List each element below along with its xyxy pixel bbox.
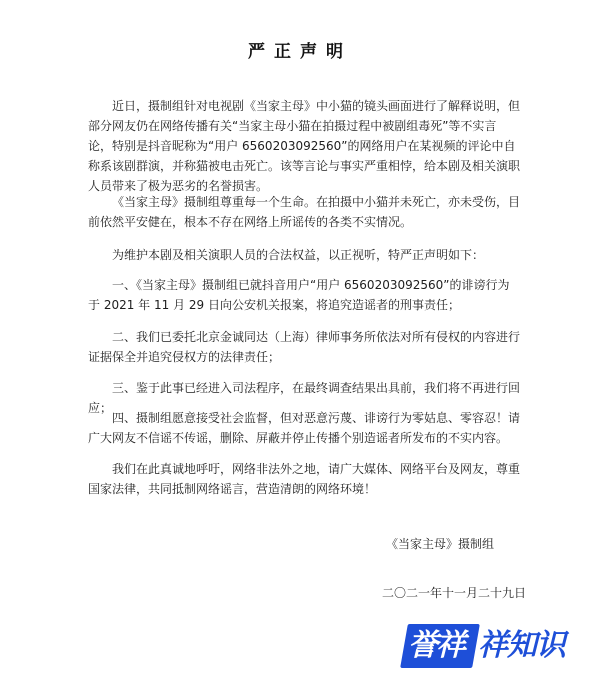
paragraph-item-3: 三、鉴于此事已经进入司法程序，在最终调查结果出具前，我们将不再进行回应； bbox=[88, 381, 521, 415]
paragraph-declaration-lead: 为维护本剧及相关演职人员的合法权益，以正视听，特严正声明如下： bbox=[112, 248, 485, 262]
paragraph-item-4: 四、摄制组愿意接受社会监督，但对恶意污蔑、诽谤行为零姑息、零容忍！请广大网友不信谣不传谣，删除、屏蔽并停止传播个别造谣者所发布的不实内容。 bbox=[88, 411, 521, 445]
page-title: 严正声明 bbox=[248, 42, 352, 62]
date: 二〇二一年十一月二十九日 bbox=[382, 586, 527, 600]
signature: 《当家主母》摄制组 bbox=[386, 537, 495, 551]
logo-box-text: 誉祥 bbox=[408, 628, 464, 663]
logo-text: 祥知识 bbox=[478, 628, 565, 663]
paragraph-appeal: 我们在此真诚地呼吁，网络非法外之地，请广大媒体、网络平台及网友，尊重国家法律，共同抵制网络谣言，营造清朗的网络环境！ bbox=[88, 462, 521, 496]
watermark-logo bbox=[404, 616, 584, 676]
paragraph-cat-safe: 《当家主母》摄制组尊重每一个生命。在拍摄中小猫并未死亡，亦未受伤，目前依然平安健在，根本不存在网络上所谣传的各类不实情况。 bbox=[88, 195, 521, 229]
paragraph-intro: 近日，摄制组针对电视剧《当家主母》中小猫的镜头画面进行了解释说明，但部分网友仍在网络传播有关“当家主母小猫在拍摄过程中被剧组毒死”等不实言论，特别是抖音昵称为“用户 6560203092560”的网络用户在某视频的评论中自称系该剧群演，并称猫被电击死亡。该等言论与事实严重相悖，给本剧及相关演职人员带来了极为恶劣的名誉损害。 bbox=[88, 99, 521, 193]
paragraph-item-1: 一、《当家主母》摄制组已就抖音用户“用户 6560203092560”的诽谤行为于 2021 年 11 月 29 日向公安机关报案，将追究造谣者的刑事责任； bbox=[88, 278, 510, 312]
paragraph-item-2: 二、我们已委托北京金诚同达（上海）律师事务所依法对所有侵权的内容进行证据保全并追究侵权方的法律责任； bbox=[88, 330, 521, 364]
